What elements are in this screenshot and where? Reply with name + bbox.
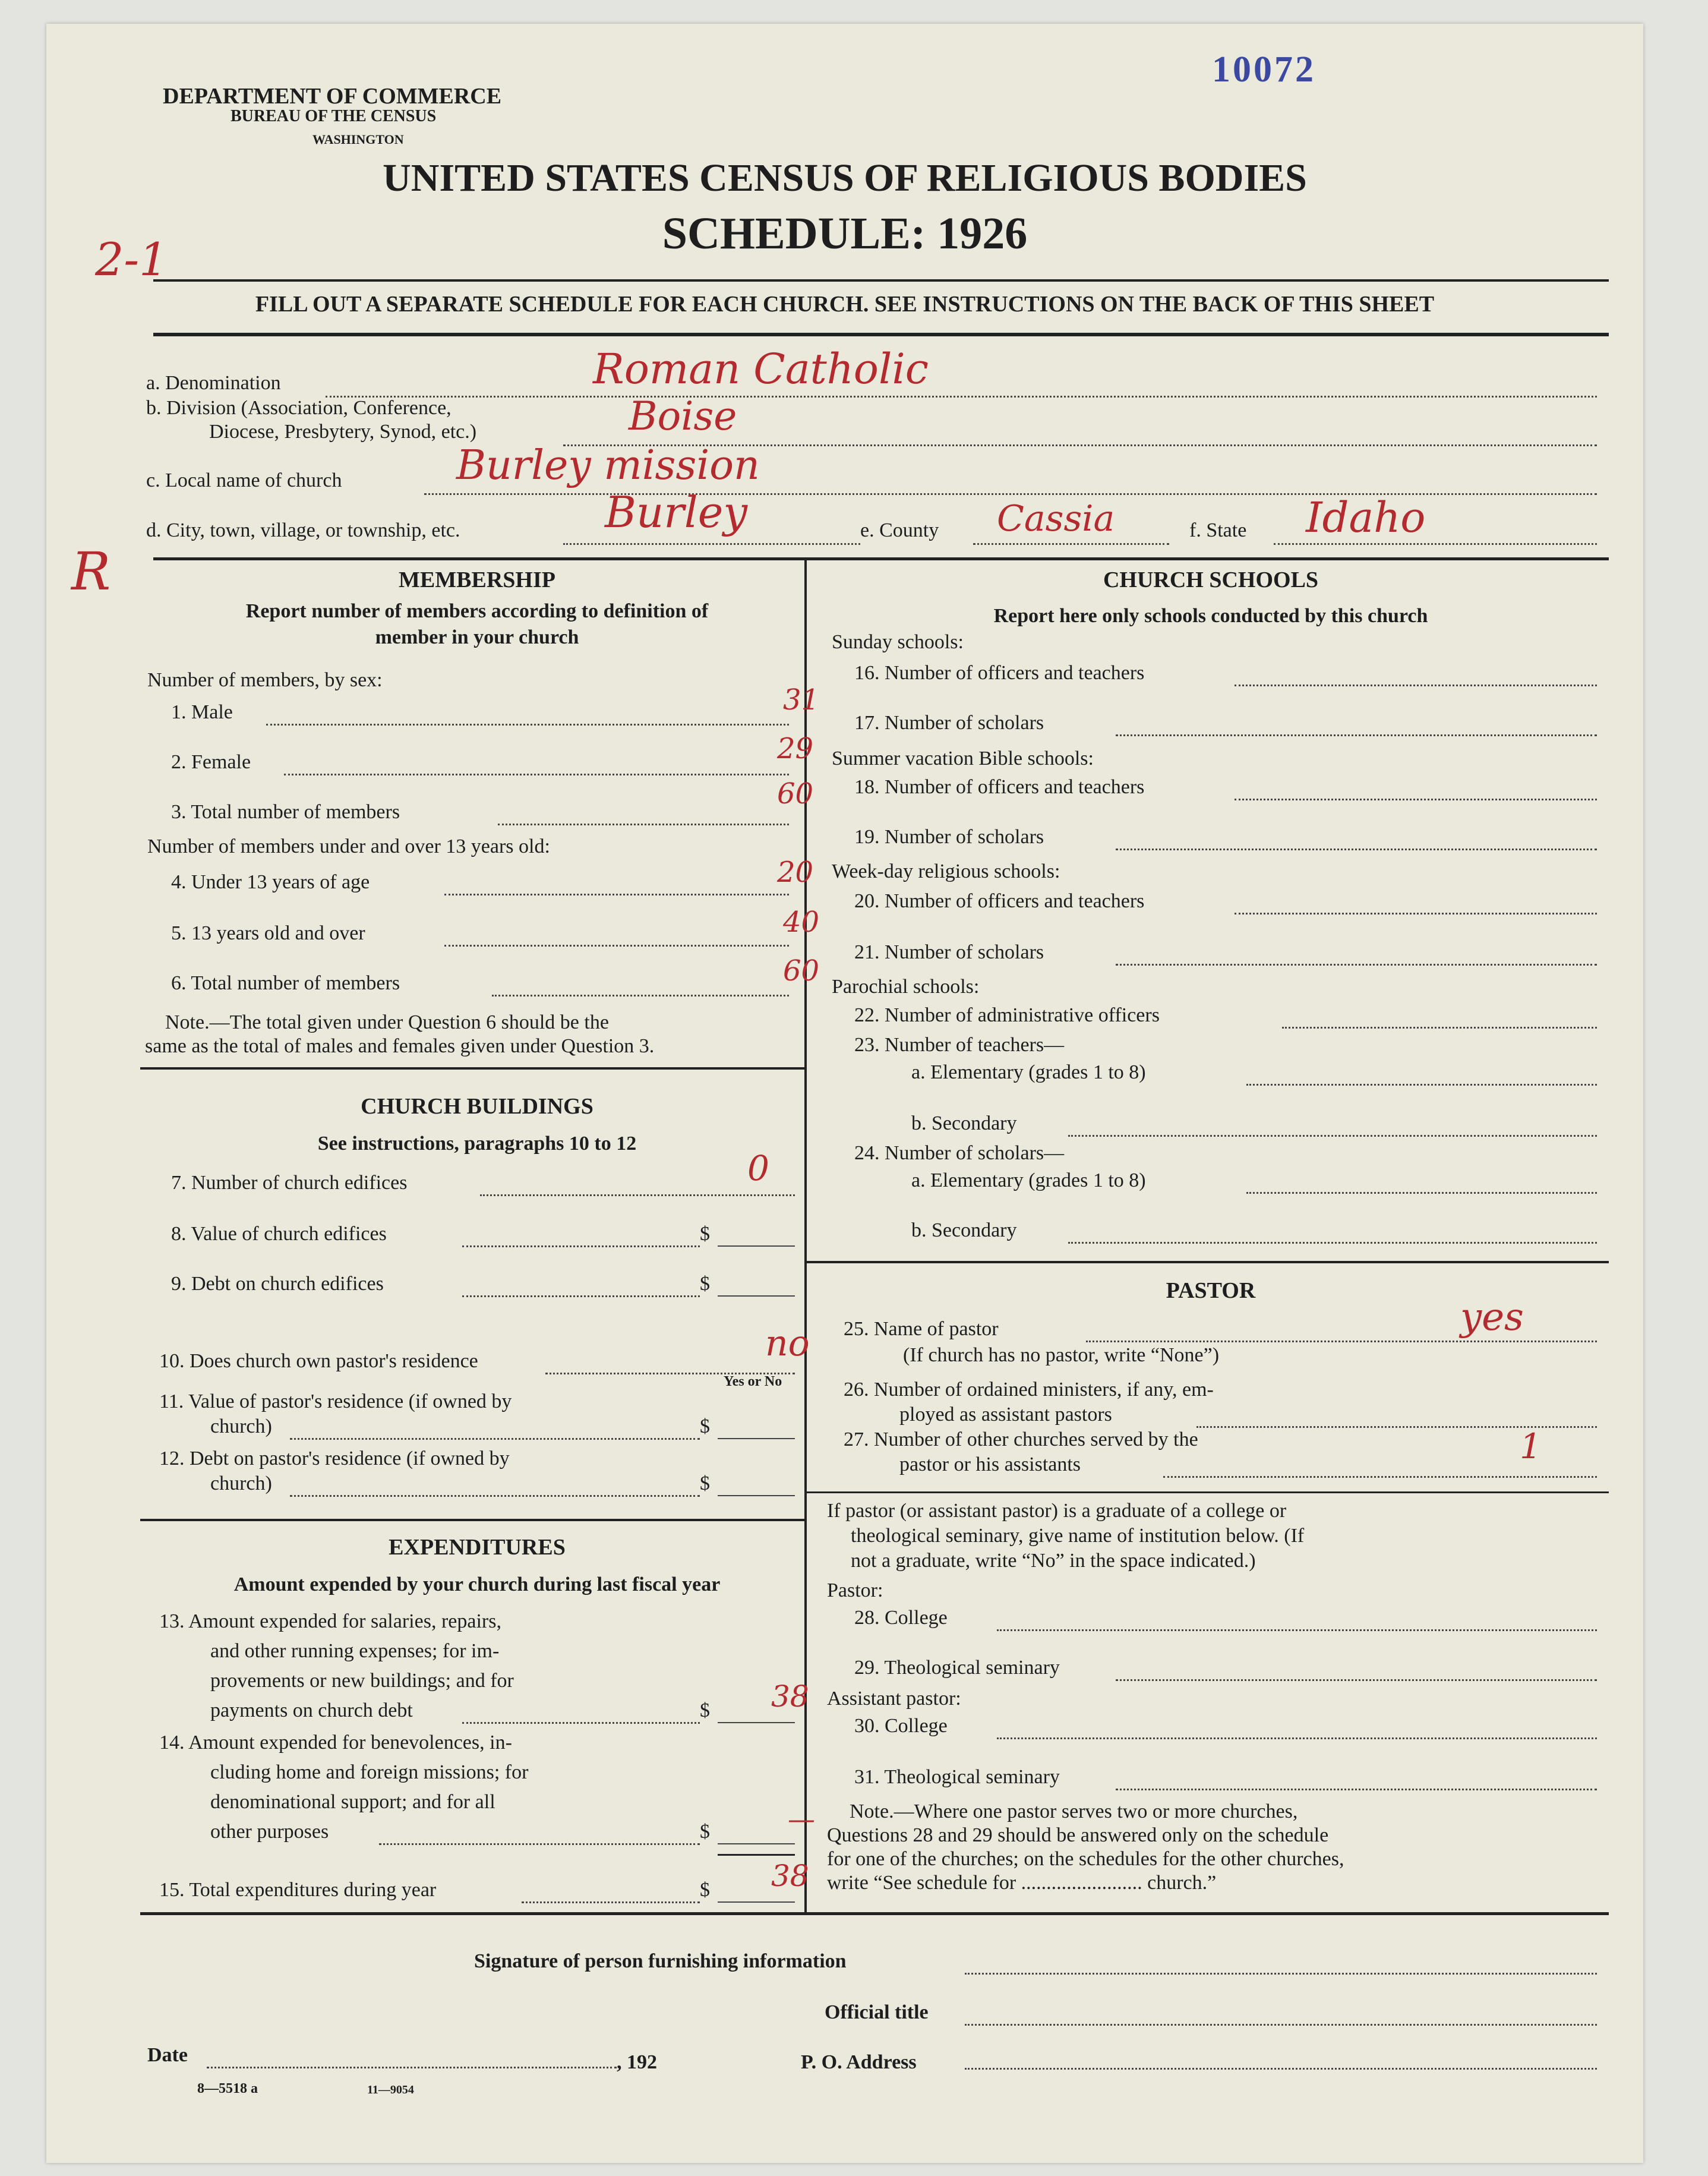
q31-label: 31. Theological seminary (854, 1766, 1060, 1788)
q11-label-line1: 11. Value of pastor's residence (if owned by (159, 1390, 512, 1412)
graduate-instruction-line3: not a graduate, write “No” in the space indicated.) (851, 1550, 1256, 1572)
city-line (563, 543, 860, 545)
q15-amount-line (718, 1901, 795, 1903)
q13-label-line2: and other running expenses; for im- (210, 1640, 500, 1662)
local-church-name-label: c. Local name of church (146, 469, 342, 491)
county-line (973, 543, 1169, 545)
q22-label: 22. Number of administrative officers (854, 1004, 1160, 1026)
q1-value[interactable]: 31 (783, 683, 820, 717)
q28-label: 28. College (854, 1607, 948, 1629)
q13-value[interactable]: 38 (771, 1679, 809, 1714)
pastor-note-line3: for one of the churches; on the schedules for the other churches, (827, 1848, 1344, 1870)
q30-label: 30. College (854, 1715, 948, 1737)
division-value[interactable]: Boise (629, 393, 737, 439)
q13-amount-line (718, 1722, 795, 1723)
q16-label: 16. Number of officers and teachers (854, 662, 1145, 684)
official-title-field[interactable] (965, 2024, 1597, 2026)
date-year-prefix: , 192 (617, 2051, 657, 2073)
q26-label-line1: 26. Number of ordained ministers, if any, em- (844, 1379, 1214, 1401)
q25-value[interactable]: yes (1460, 1295, 1524, 1339)
q6-line (492, 995, 789, 996)
fields-rule (153, 557, 1609, 560)
q15-value[interactable]: 38 (771, 1859, 809, 1893)
denomination-value[interactable]: Roman Catholic (593, 345, 929, 393)
q1-line (266, 724, 789, 726)
q27-label-line1: 27. Number of other churches served by the (844, 1428, 1198, 1450)
assistant-pastor-subsection-label: Assistant pastor: (827, 1688, 961, 1710)
q9-amount-line (718, 1295, 795, 1297)
weekday-schools-label: Week-day religious schools: (832, 860, 1060, 882)
q3-value[interactable]: 60 (777, 777, 814, 811)
header-rule-top (153, 279, 1609, 282)
q14-label-line3: denominational support; and for all (210, 1791, 495, 1813)
members-by-age-label: Number of members under and over 13 years old: (147, 835, 550, 857)
division-label-line2: Diocese, Presbytery, Synod, etc.) (209, 421, 477, 443)
q13-label-line1: 13. Amount expended for salaries, repairs, (159, 1610, 501, 1632)
q9-dollar: $ (700, 1273, 710, 1295)
q25-note: (If church has no pastor, write “None”) (903, 1344, 1220, 1366)
members-by-sex-label: Number of members, by sex: (147, 669, 383, 691)
q21-line (1116, 964, 1597, 966)
q12-label-line2: church) (210, 1472, 272, 1494)
q10-label: 10. Does church own pastor's residence (159, 1350, 478, 1372)
parochial-schools-label: Parochial schools: (832, 976, 980, 998)
q26-label-line2: ployed as assistant pastors (899, 1404, 1112, 1426)
q17-line (1116, 734, 1597, 736)
q21-label: 21. Number of scholars (854, 941, 1044, 963)
q13-label-line3: provements or new buildings; and for (210, 1670, 514, 1692)
q13-dollar: $ (700, 1699, 710, 1721)
q4-label: 4. Under 13 years of age (171, 871, 370, 893)
q8-label: 8. Value of church edifices (171, 1223, 387, 1245)
yes-no-hint: Yes or No (724, 1374, 782, 1389)
q14-label-line1: 14. Amount expended for benevolences, in- (159, 1732, 512, 1754)
q29-line (1116, 1679, 1597, 1681)
po-address-field[interactable] (965, 2068, 1597, 2070)
q14-label-line2: cluding home and foreign missions; for (210, 1761, 529, 1783)
q14-line (379, 1843, 700, 1845)
denomination-line (326, 396, 1597, 398)
date-label: Date (147, 2044, 188, 2066)
q12-line (290, 1495, 700, 1497)
summer-schools-label: Summer vacation Bible schools: (832, 748, 1094, 770)
q24a-line (1246, 1192, 1597, 1194)
q20-line (1235, 913, 1597, 914)
form-schedule-year: SCHEDULE: 1926 (662, 209, 1028, 258)
q17-label: 17. Number of scholars (854, 712, 1044, 734)
q29-label: 29. Theological seminary (854, 1657, 1060, 1679)
q13-label-line4: payments on church debt (210, 1699, 413, 1721)
q23b-line (1068, 1135, 1597, 1137)
form-instruction: FILL OUT A SEPARATE SCHEDULE FOR EACH CHURCH. SEE INSTRUCTIONS ON THE BACK OF THIS SHEET (255, 292, 1435, 317)
buildings-title: CHURCH BUILDINGS (361, 1094, 593, 1119)
q2-label: 2. Female (171, 751, 251, 773)
membership-note-line1: Note.—The total given under Question 6 should be the (165, 1011, 609, 1033)
q3-label: 3. Total number of members (171, 801, 400, 823)
q24b-label: b. Secondary (911, 1219, 1017, 1241)
division-label-line1: b. Division (Association, Conference, (146, 397, 452, 419)
q11-label-line2: church) (210, 1415, 272, 1437)
q15-dollar: $ (700, 1879, 710, 1901)
q5-line (444, 945, 789, 947)
sum-rule (718, 1854, 795, 1856)
q14-dollar: $ (700, 1821, 710, 1843)
local-church-name-value[interactable]: Burley mission (456, 442, 760, 489)
q8-dollar: $ (700, 1223, 710, 1245)
po-address-label: P. O. Address (801, 2051, 917, 2073)
buildings-subtitle: See instructions, paragraphs 10 to 12 (317, 1133, 637, 1155)
q27-value[interactable]: 1 (1520, 1426, 1542, 1467)
state-label: f. State (1189, 519, 1247, 541)
q1-label: 1. Male (171, 701, 233, 723)
q23b-label: b. Secondary (911, 1112, 1017, 1134)
q19-line (1116, 849, 1597, 850)
q27-label-line2: pastor or his assistants (899, 1453, 1081, 1475)
state-value[interactable]: Idaho (1306, 493, 1426, 542)
pastor-title: PASTOR (1166, 1278, 1256, 1303)
q9-line (462, 1295, 700, 1297)
q6-label: 6. Total number of members (171, 972, 400, 994)
city-label: d. City, town, village, or township, etc. (146, 519, 460, 541)
q5-label: 5. 13 years old and over (171, 922, 365, 944)
q7-value[interactable]: 0 (747, 1148, 769, 1188)
q25-label: 25. Name of pastor (844, 1318, 999, 1340)
graduate-instruction-line1: If pastor (or assistant pastor) is a graduate of a college or (827, 1500, 1287, 1522)
q8-amount-line (718, 1245, 795, 1247)
q24-label: 24. Number of scholars— (854, 1142, 1065, 1164)
state-line (1274, 543, 1597, 545)
q3-line (498, 824, 789, 825)
form-title: UNITED STATES CENSUS OF RELIGIOUS BODIES (383, 156, 1307, 200)
membership-subtitle-2: member in your church (375, 626, 579, 648)
header-rule-bottom (153, 333, 1609, 336)
signature-label: Signature of person furnishing information (474, 1950, 847, 1972)
q5-value[interactable]: 40 (783, 906, 820, 939)
q23a-line (1246, 1084, 1597, 1086)
q27-line (1163, 1476, 1597, 1478)
q11-line (290, 1438, 700, 1440)
bureau-name: BUREAU OF THE CENSUS (231, 107, 437, 125)
footer-rule (140, 1912, 1609, 1915)
margin-note-code: 2-1 (95, 233, 168, 286)
q16-line (1235, 685, 1597, 686)
membership-title: MEMBERSHIP (399, 567, 555, 592)
census-form-sheet (46, 24, 1643, 2163)
pastor-subsection-label: Pastor: (827, 1579, 883, 1601)
form-number: 8—5518 a (197, 2081, 258, 2096)
q20-label: 20. Number of officers and teachers (854, 890, 1145, 912)
q11-dollar: $ (700, 1415, 710, 1437)
q18-line (1235, 799, 1597, 800)
q24a-label: a. Elementary (grades 1 to 8) (911, 1169, 1146, 1191)
expenditures-subtitle: Amount expended by your church during last fiscal year (233, 1573, 721, 1595)
bureau-city: WASHINGTON (312, 132, 404, 147)
q15-line (522, 1901, 700, 1903)
county-value[interactable]: Cassia (997, 498, 1115, 540)
q14-label-line4: other purposes (210, 1821, 329, 1843)
expenditures-title: EXPENDITURES (389, 1535, 566, 1560)
q6-value[interactable]: 60 (783, 954, 820, 988)
q13-line (462, 1722, 700, 1724)
membership-rule (140, 1067, 804, 1070)
print-code: 11—9054 (367, 2083, 414, 2096)
graduate-instruction-line2: theological seminary, give name of institution below. (If (851, 1525, 1305, 1547)
q31-line (1116, 1789, 1597, 1790)
schools-subtitle: Report here only schools conducted by this church (993, 605, 1428, 627)
q4-line (444, 894, 789, 895)
q23-label: 23. Number of teachers— (854, 1034, 1065, 1056)
q18-label: 18. Number of officers and teachers (854, 776, 1145, 798)
q2-value[interactable]: 29 (777, 732, 814, 765)
pastor-rule (804, 1491, 1609, 1493)
pastor-note-line4: write “See schedule for ........................ church.” (827, 1872, 1217, 1894)
buildings-rule (140, 1519, 804, 1521)
sunday-schools-label: Sunday schools: (832, 631, 964, 653)
q12-dollar: $ (700, 1472, 710, 1494)
margin-note-letter: R (71, 541, 111, 602)
city-value[interactable]: Burley (605, 487, 748, 537)
official-title-label: Official title (825, 2001, 929, 2023)
q10-value[interactable]: no (765, 1323, 810, 1364)
q22-line (1282, 1027, 1597, 1029)
q24b-line (1068, 1242, 1597, 1244)
q25-line (1086, 1341, 1597, 1342)
department-name: DEPARTMENT OF COMMERCE (163, 84, 502, 109)
county-label: e. County (860, 519, 939, 541)
schools-rule (804, 1261, 1609, 1263)
q15-label: 15. Total expenditures during year (159, 1879, 437, 1901)
signature-field[interactable] (965, 1973, 1597, 1975)
q14-amount-line (718, 1843, 795, 1844)
q30-line (997, 1737, 1597, 1739)
q9-label: 9. Debt on church edifices (171, 1273, 384, 1295)
q23a-label: a. Elementary (grades 1 to 8) (911, 1061, 1146, 1083)
q8-line (462, 1245, 700, 1247)
q7-line (480, 1194, 795, 1196)
q19-label: 19. Number of scholars (854, 826, 1044, 848)
membership-subtitle-1: Report number of members according to definition of (245, 600, 709, 622)
q7-label: 7. Number of church edifices (171, 1172, 408, 1194)
membership-note-line2: same as the total of males and females given under Question 3. (145, 1035, 655, 1057)
schools-title: CHURCH SCHOOLS (1103, 567, 1319, 592)
pastor-note-line2: Questions 28 and 29 should be answered only on the schedule (827, 1824, 1329, 1846)
q28-line (997, 1629, 1597, 1631)
q4-value[interactable]: 20 (777, 856, 814, 889)
q12-amount-line (718, 1495, 795, 1496)
date-field[interactable] (207, 2067, 617, 2068)
document-number-stamp: 10072 (1212, 49, 1316, 90)
q11-amount-line (718, 1438, 795, 1439)
pastor-note-line1: Note.—Where one pastor serves two or more churches, (850, 1800, 1298, 1822)
q2-line (284, 774, 789, 775)
denomination-label: a. Denomination (146, 372, 281, 394)
q12-label-line1: 12. Debt on pastor's residence (if owned by (159, 1447, 510, 1469)
q14-value[interactable]: — (788, 1803, 815, 1835)
